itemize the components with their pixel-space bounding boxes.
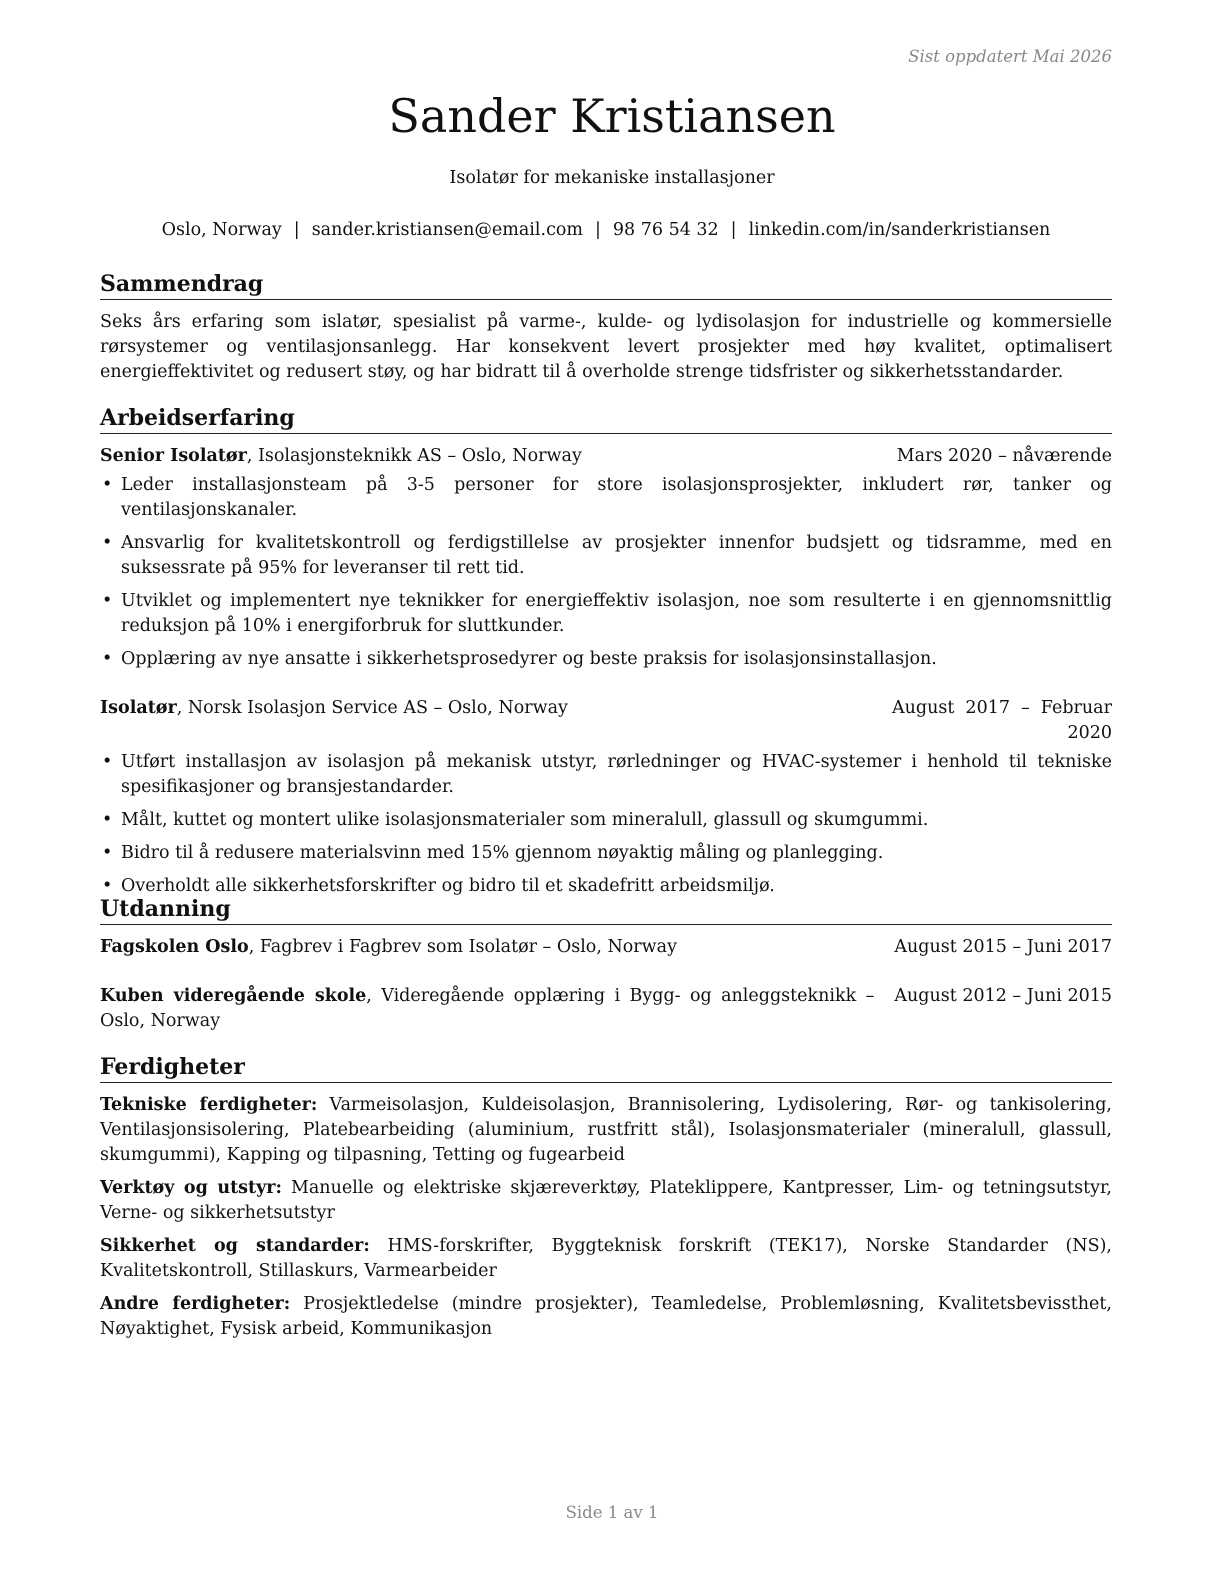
education-dates: August 2012 – Juni 2015 — [894, 986, 1112, 1006]
skill-text: Manuelle og elektriske skjæreverktøy, Plateklippere, Kantpresser, Lim- og tetningsutstyr, Verne- og sikkerhetsutstyr — [100, 1178, 1112, 1223]
last-updated-note: Sist oppdatert Mai 2026 — [908, 47, 1112, 66]
list-item: • Ansvarlig for kvalitetskontroll og ferdigstillelse av prosjekter innenfor budsjett og tidsramme, med en suksessrate på 95% for leveranser til rett tid. — [100, 531, 1112, 581]
summary-section — [100, 270, 1112, 385]
job-role: Senior Isolatør — [100, 446, 247, 466]
list-item: • Utført installasjon av isolasjon på mekanisk utstyr, rørledninger og HVAC-systemer i henhold til tekniske spesifikasjoner og bransjestandarder. — [100, 750, 1112, 800]
contact-line — [100, 218, 1112, 243]
skill-text: Prosjektledelse (mindre prosjekter), Teamledelse, Problemløsning, Kvalitetsbevissthet, Nøyaktighet, Fysisk arbeid, Kommunikasjon — [100, 1294, 1112, 1339]
contact-linkedin[interactable]: linkedin.com/in/sanderkristiansen — [748, 220, 1051, 240]
section-title-education: Utdanning — [100, 895, 1112, 925]
list-item: • Leder installasjonsteam på 3-5 personer for store isolasjonsprosjekter, inkludert rør, tanker og ventilasjonskanaler. — [100, 473, 1112, 523]
education-detail: , Fagbrev i Fagbrev som Isolatør – Oslo, Norway — [248, 937, 677, 957]
experience-section — [100, 404, 1112, 907]
education-section — [100, 895, 1112, 1034]
separator: | — [293, 220, 300, 240]
job-bullets — [100, 473, 1112, 672]
education-item — [100, 984, 1112, 1034]
list-item: • Målt, kuttet og montert ulike isolasjonsmaterialer som mineralull, glassull og skumgummi. — [100, 808, 1112, 833]
skill-text: HMS-forskrifter, Byggteknisk forskrift (TEK17), Norske Standarder (NS), Kvalitetskontroll, Stillaskurs, Varmearbeider — [100, 1236, 1112, 1281]
job-company: , Norsk Isolasjon Service AS – Oslo, Norway — [176, 698, 568, 718]
skill-group — [100, 1176, 1112, 1226]
job-dates: August 2017 – Februar 2020 — [892, 698, 1112, 743]
school-name: Kuben videregående skole — [100, 986, 367, 1006]
skill-label: Tekniske ferdigheter: — [100, 1095, 318, 1115]
education-item — [100, 935, 1112, 960]
job-company: , Isolasjonsteknikk AS – Oslo, Norway — [246, 446, 582, 466]
skill-group — [100, 1234, 1112, 1284]
skill-label: Sikkerhet og standarder: — [100, 1236, 370, 1256]
skill-group — [100, 1292, 1112, 1342]
skill-label: Verktøy og utstyr: — [100, 1178, 282, 1198]
skills-section — [100, 1053, 1112, 1350]
section-title-skills: Ferdigheter — [100, 1053, 1112, 1083]
job-role: Isolatør — [100, 698, 177, 718]
list-item: • Overholdt alle sikkerhetsforskrifter og bidro til et skadefritt arbeidsmiljø. — [100, 874, 1112, 899]
contact-phone: 98 76 54 32 — [612, 220, 719, 240]
contact-email[interactable]: sander.kristiansen@email.com — [311, 220, 583, 240]
job-dates: Mars 2020 – nåværende — [896, 446, 1112, 466]
job-header — [100, 696, 1112, 746]
section-title-summary: Sammendrag — [100, 270, 1112, 300]
school-name: Fagskolen Oslo — [100, 937, 249, 957]
education-detail: , Videregående opplæring i Bygg- og anleggsteknikk – Oslo, Norway — [100, 986, 875, 1031]
skill-label: Andre ferdigheter: — [100, 1294, 291, 1314]
contact-location: Oslo, Norway — [161, 220, 282, 240]
headline: Isolatør for mekaniske installasjoner — [449, 168, 775, 188]
job-bullets — [100, 750, 1112, 899]
summary-text: Seks års erfaring som islatør, spesialist på varme-, kulde- og lydisolasjon for industrielle og kommersielle rørsystemer og ventilasjonsanlegg. Har konsekvent levert prosjekter med høy kvalitet, optimalisert energieffektivitet og redusert støy, og har bidratt til å overholde strenge tidsfrister og sikkerhetsstandarder. — [100, 312, 1112, 382]
list-item: • Utviklet og implementert nye teknikker for energieffektiv isolasjon, noe som resulterte i en gjennomsnittlig reduksjon på 10% i energiforbruk for sluttkunder. — [100, 589, 1112, 639]
candidate-name: Sander Kristiansen — [388, 89, 836, 143]
list-item: • Opplæring av nye ansatte i sikkerhetsprosedyrer og beste praksis for isolasjonsinstallasjon. — [100, 647, 1112, 672]
list-item: • Bidro til å redusere materialsvinn med 15% gjennom nøyaktig måling og planlegging. — [100, 841, 1112, 866]
skill-text: Varmeisolasjon, Kuldeisolasjon, Brannisolering, Lydisolering, Rør- og tankisolering, Ventilasjonsisolering, Platebearbeiding (aluminium, rustfritt stål), Isolasjonsmaterialer (mineralull, glassull, skumgummi), Kapping og tilpasning, Tetting og fugearbeid — [100, 1095, 1112, 1165]
education-dates: August 2015 – Juni 2017 — [894, 937, 1112, 957]
section-title-experience: Arbeidserfaring — [100, 404, 1112, 434]
job-header — [100, 444, 1112, 469]
page-number: Side 1 av 1 — [565, 1503, 659, 1522]
separator: | — [595, 220, 601, 240]
separator: | — [730, 220, 737, 240]
skill-group — [100, 1093, 1112, 1168]
